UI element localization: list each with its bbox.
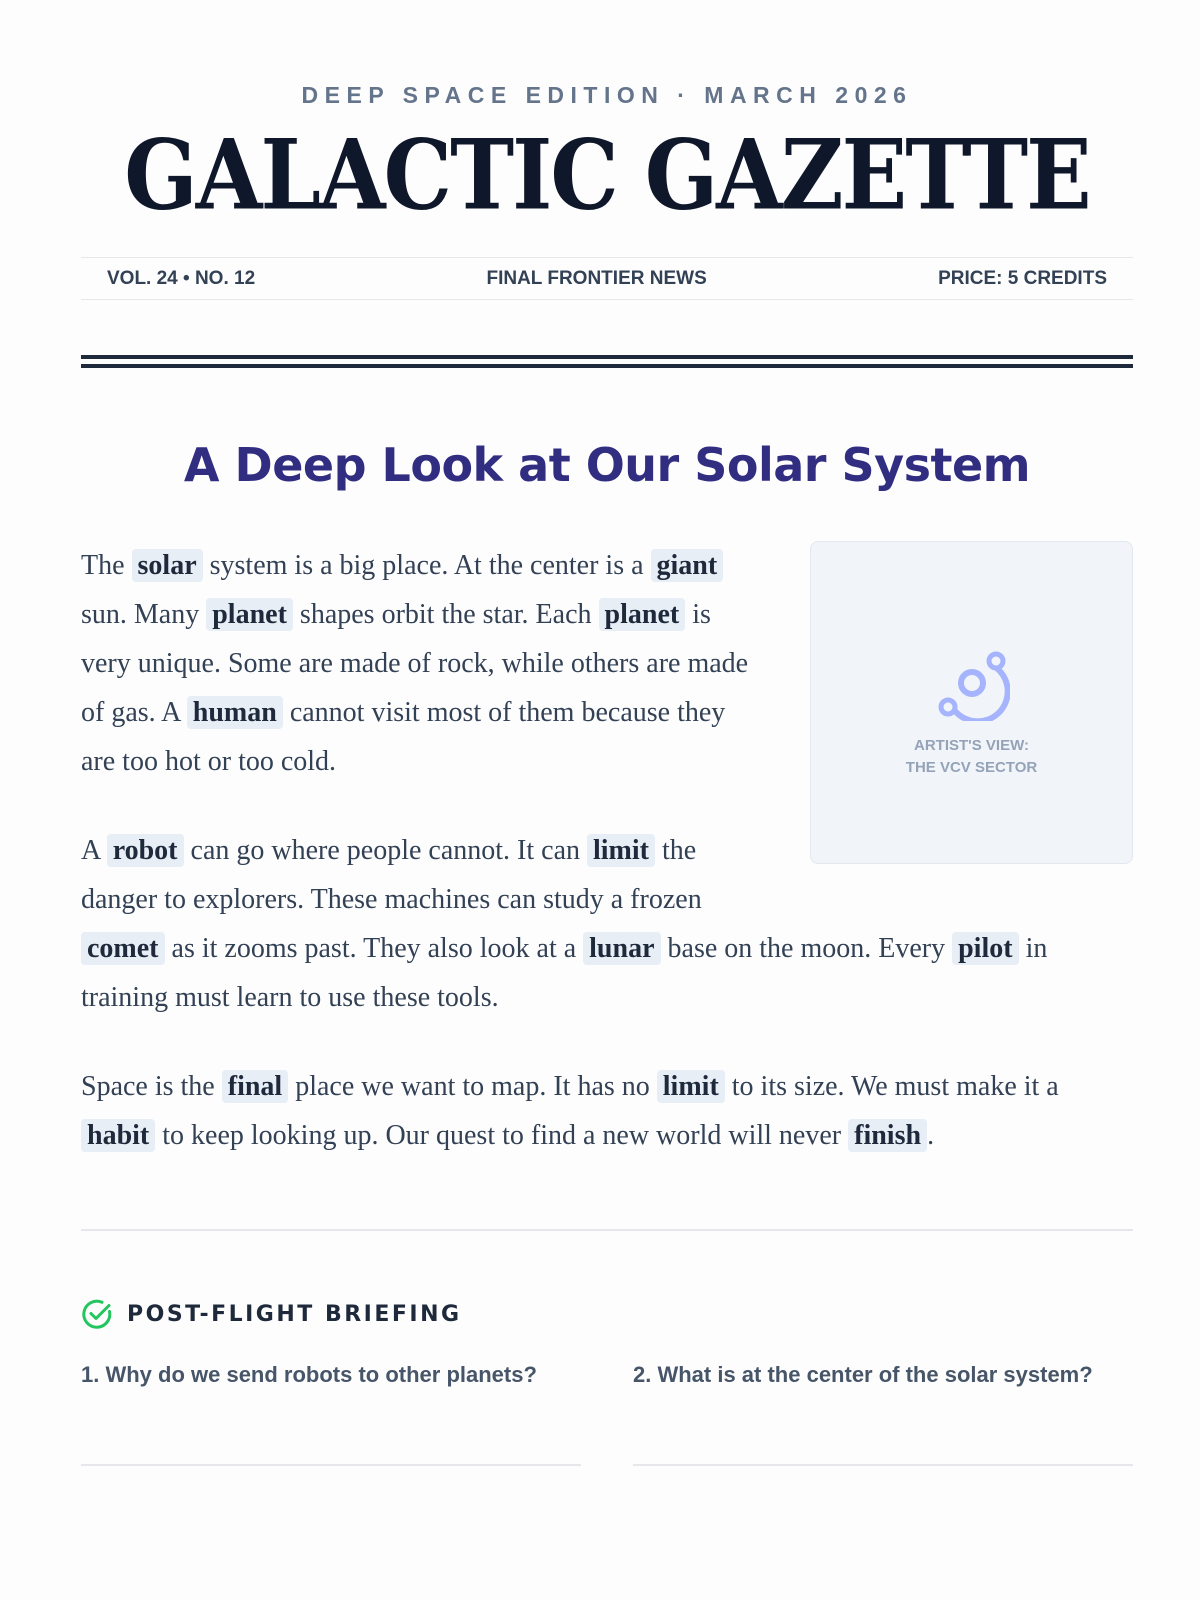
keyword-highlight: pilot [952,932,1018,965]
edition-line: DEEP SPACE EDITION · MARCH 2026 [301,82,913,108]
answer-line[interactable] [81,1464,581,1466]
image-caption: ARTIST'S VIEW: THE VCV SECTOR [905,736,1038,776]
answer-line[interactable] [633,1464,1133,1466]
keyword-highlight: comet [81,932,165,965]
text-run: to keep looking up. Our quest to find a new world will never [155,1120,849,1151]
question-2 [633,1362,1133,1466]
tagline: FINAL FRONTIER NEWS [486,267,707,289]
keyword-highlight: limit [587,834,655,867]
article-headline: A Deep Look at Our Solar System [183,438,1031,492]
text-run: the danger to explorers. These machines can study a frozen [81,835,702,915]
keyword-highlight: lunar [583,932,660,965]
keyword-highlight: planet [206,598,293,631]
keyword-highlight: limit [657,1070,725,1103]
text-run: The [81,550,132,581]
info-bar [81,257,1133,300]
keyword-highlight: solar [132,549,203,582]
keyword-highlight: final [222,1070,288,1103]
text-run: is very unique. Some are made of rock, while others are made of gas. A [81,599,749,728]
article-paragraph [81,1062,1133,1160]
question-1 [81,1362,581,1466]
keyword-highlight: planet [599,598,686,631]
text-run: . [927,1120,935,1151]
text-run: in training must learn to use these tools. [81,933,1048,1013]
section-divider [81,1229,1133,1231]
article-body [81,541,1133,1200]
text-run: cannot visit most of them because they are too hot or too cold. [81,697,726,777]
text-run: as it zooms past. They also look at a [164,933,584,964]
keyword-highlight: robot [107,834,184,867]
text-run: can go where people cannot. It can [183,835,587,866]
text-run: to its size. We must make it a [724,1071,1059,1102]
masthead-divider [81,355,1133,368]
text-run: Space is the [81,1071,222,1102]
artist-view-placeholder [810,541,1133,864]
keyword-highlight: finish [848,1119,927,1152]
text-run: base on the moon. Every [660,933,953,964]
text-run: system is a big place. At the center is a [202,550,651,581]
text-run: sun. Many [81,599,207,630]
volume-number: VOL. 24 • NO. 12 [107,267,256,289]
text-run: place we want to map. It has no [288,1071,657,1102]
briefing-questions [81,1362,1133,1466]
question-text: 2. What is at the center of the solar system? [633,1362,1093,1387]
masthead-title: GALACTIC GAZETTE [124,119,1090,233]
keyword-highlight: giant [651,549,724,582]
briefing-title: POST-FLIGHT BRIEFING [127,1301,462,1327]
check-circle-icon [81,1298,113,1330]
price: PRICE: 5 CREDITS [938,267,1107,289]
keyword-highlight: habit [81,1119,155,1152]
text-run: A [81,835,107,866]
orbit-icon [934,645,1010,721]
keyword-highlight: human [187,696,283,729]
briefing-header [81,1298,462,1330]
text-run: shapes orbit the star. Each [292,599,599,630]
question-text: 1. Why do we send robots to other planets? [81,1362,537,1387]
